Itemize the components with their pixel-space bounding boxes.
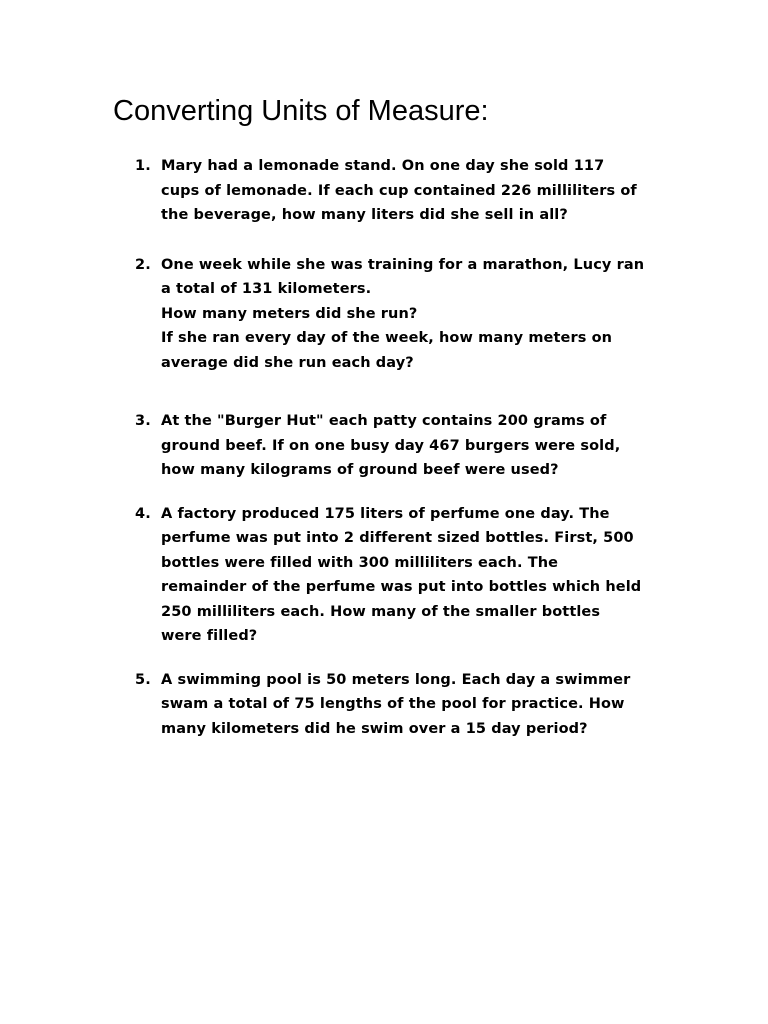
- question-text-line: If she ran every day of the week, how many meters on: [161, 330, 613, 346]
- question-1: [135, 154, 675, 228]
- question-text-line: bottles were filled with 300 milliliters each. The: [161, 554, 559, 571]
- question-2: [135, 253, 675, 376]
- question-text-line: 250 milliliters each. How many of the smaller bottles: [161, 603, 601, 620]
- question-text-line: One week while she was training for a marathon, Lucy ran: [161, 256, 645, 273]
- question-number: 3.: [135, 413, 151, 429]
- question-5: [135, 668, 675, 742]
- question-text-line: average did she run each day?: [161, 354, 414, 371]
- question-number: 5.: [135, 671, 151, 688]
- question-text-line: A swimming pool is 50 meters long. Each day a swimmer: [161, 671, 631, 688]
- question-text-line: swam a total of 75 lengths of the pool for practice. How: [161, 696, 625, 712]
- question-text-line: perfume was put into 2 different sized bottles. First, 500: [161, 530, 634, 546]
- question-number: 4.: [135, 505, 151, 522]
- question-text-line: How many meters did she run?: [161, 305, 418, 322]
- question-4: [135, 502, 675, 649]
- question-text-line: A factory produced 175 liters of perfume one day. The: [161, 505, 610, 522]
- question-text-line: Mary had a lemonade stand. On one day she sold 117: [161, 158, 605, 174]
- question-text-line: cups of lemonade. If each cup contained 226 milliliters of: [161, 182, 637, 199]
- question-text-line: how many kilograms of ground beef were used?: [161, 462, 559, 478]
- question-text-line: many kilometers did he swim over a 15 day period?: [161, 720, 588, 737]
- question-text-line: At the "Burger Hut" each patty contains 200 grams of: [161, 413, 607, 429]
- question-text-line: a total of 131 kilometers.: [161, 281, 372, 297]
- page-title: Converting Units of Measure:: [113, 95, 489, 127]
- question-text-line: ground beef. If on one busy day 467 burgers were sold,: [161, 437, 621, 454]
- question-text-line: were filled?: [161, 628, 258, 644]
- question-list: [135, 154, 675, 741]
- question-number: 1.: [135, 158, 151, 174]
- question-text-line: the beverage, how many liters did she sell in all?: [161, 207, 568, 223]
- question-number: 2.: [135, 256, 151, 273]
- question-3: [135, 409, 675, 483]
- question-text-line: remainder of the perfume was put into bottles which held: [161, 579, 642, 595]
